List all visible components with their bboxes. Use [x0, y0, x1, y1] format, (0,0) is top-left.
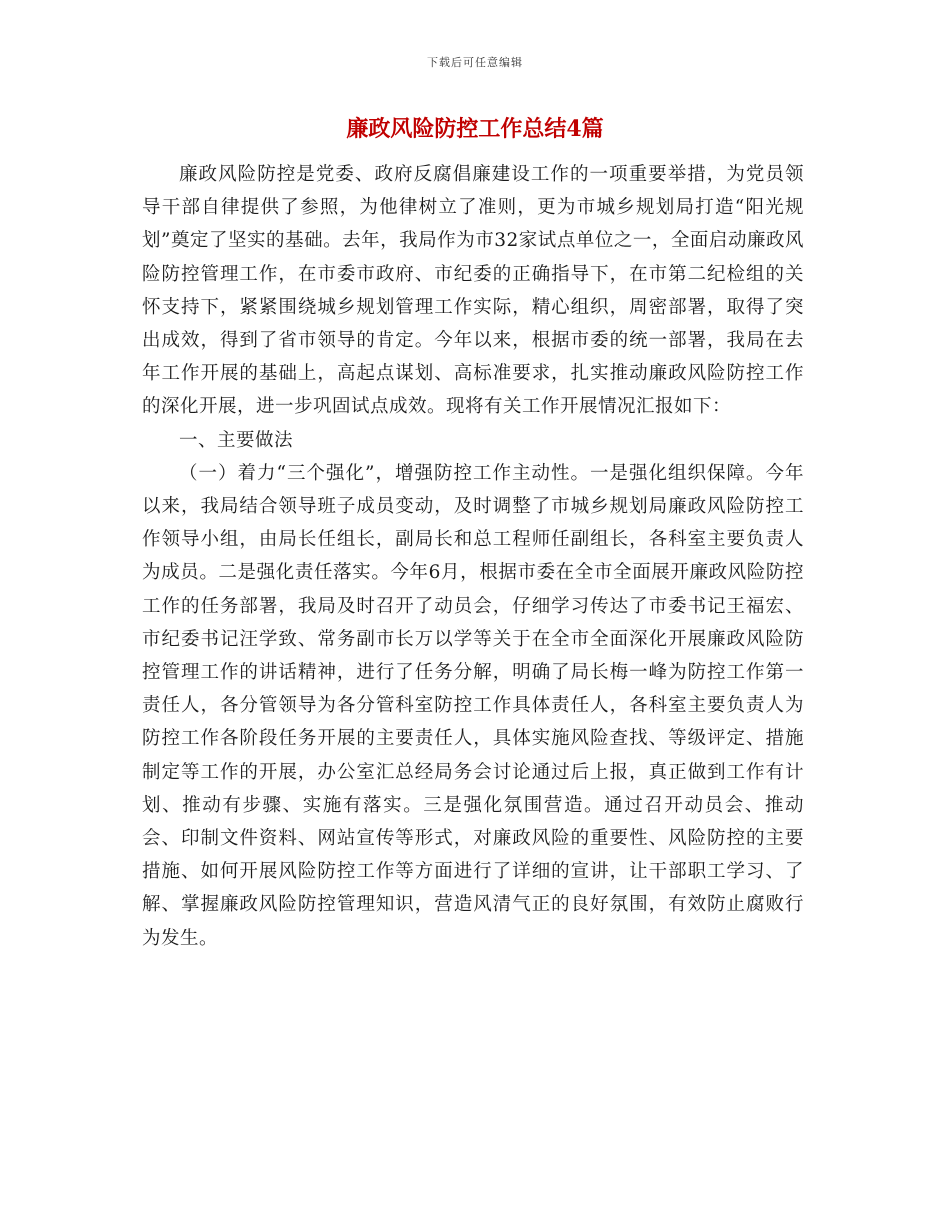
section-heading-main-practices: 一、主要做法 — [179, 429, 294, 451]
page-header-note: 下载后可任意编辑 — [427, 56, 523, 69]
paragraph-three-strengthenings: （一）着力“三个强化”，增强防控工作主动性。一是强化组织保障。今年以来，我局结合领导班子成员变动，及时调整了市城乡规划局廉政风险防控工作领导小组，由局长任组长，副局长和总工程师任副组长，各科室主要负责人为成员。二是强化责任落实。今年6月，根据市委在全市全面展开廉政风险防控工作的任务部署，我局及时召开了动员会，仔细学习传达了市委书记王福宏、市纪委书记汪学致、常务副市长万以学等关于在全市全面深化开展廉政风险防控管理工作的讲话精神，进行了任务分解，明确了局长梅一峰为防控工作第一责任人，各分管领导为各分管科室防控工作具体责任人，各科室主要负责人为防控工作各阶段任务开展的主要责任人，具体实施风险查找、等级评定、措施制定等工作的开展，办公室汇总经局务会讨论通过后上报，真正做到工作有计划、推动有步骤、实施有落实。三是强化氛围营造。通过召开动员会、推动会、印制文件资料、网站宣传等形式，对廉政风险的重要性、风险防控的主要措施、如何开展风险防控工作等方面进行了详细的宣讲，让干部职工学习、了解、掌握廉政风险防控管理知识，营造风清气正的良好氛围，有效防止腐败行为发生。 — [142, 462, 804, 949]
paragraph-intro: 廉政风险防控是党委、政府反腐倡廉建设工作的一项重要举措，为党员领导干部自律提供了参照，为他律树立了准则，更为市城乡规划局打造“阳光规划”奠定了坚实的基础。去年，我局作为市32家试点单位之一，全面启动廉政风险防控管理工作，在市委市政府、市纪委的正确指导下，在市第二纪检组的关怀支持下，紧紧围绕城乡规划管理工作实际，精心组织，周密部署，取得了突出成效，得到了省市领导的肯定。今年以来，根据市委的统一部署，我局在去年工作开展的基础上，高起点谋划、高标准要求，扎实推动廉政风险防控工作的深化开展，进一步巩固试点成效。现将有关工作开展情况汇报如下： — [142, 164, 804, 418]
document-body — [142, 158, 804, 955]
document-title: 廉政风险防控工作总结4篇 — [346, 116, 604, 142]
